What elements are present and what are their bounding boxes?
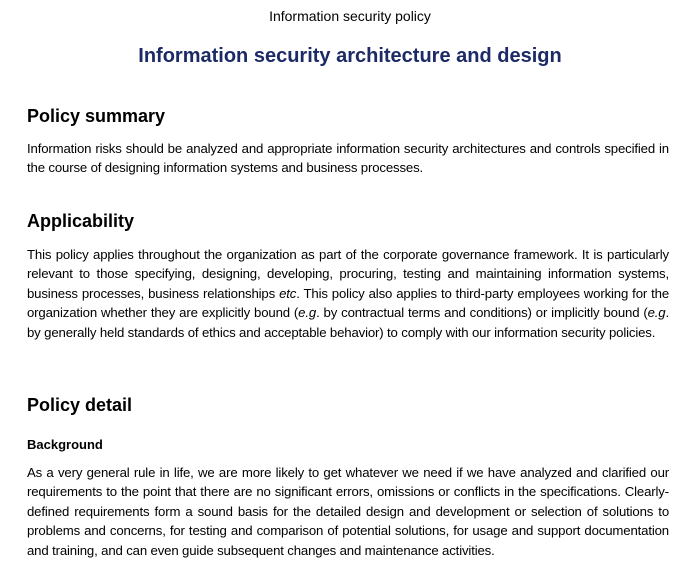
text-segment-italic: e.g (298, 305, 317, 321)
text-segment: . This policy also applies to third-party employees working for the organization whether they are explicitly bound ( (27, 285, 669, 321)
text-segment: This policy applies throughout the organization as part of the corporate governance framework. It is particularly relevant to those specifying, designing, developing, procuring, testing and maintaining information systems, business processes, business relationships (27, 247, 669, 301)
background-subheading: Background (27, 437, 103, 452)
running-header: Information security policy (269, 8, 431, 24)
text-segment-italic: etc (279, 285, 297, 301)
text-segment-italic: e.g (647, 305, 666, 321)
text-segment: . by contractual terms and conditions) or implicitly bound ( (316, 305, 648, 321)
document-title: Information security architecture and design (138, 45, 562, 67)
policy-summary-heading: Policy summary (27, 106, 166, 126)
policy-summary-text: Information risks should be analyzed and appropriate information security architectures and controls specified in the course of designing information systems and business processes. (27, 141, 669, 176)
applicability-heading: Applicability (27, 211, 135, 231)
applicability-text (27, 245, 669, 342)
background-text: As a very general rule in life, we are more likely to get whatever we need if we have analyzed and clarified our requirements to the point that there are no significant errors, omissions or conflicts in the specifications. Clearly-defined requirements form a sound basis for the detailed design and development or selection of solutions to problems and concerns, for testing and comparison of potential solutions, for usage and support documentation and training, and can even guide subsequent changes and maintenance activities. (27, 465, 669, 558)
policy-detail-heading: Policy detail (27, 395, 133, 415)
text-segment: . by generally held standards of ethics and acceptable behavior) to comply with our information security policies. (27, 305, 669, 340)
